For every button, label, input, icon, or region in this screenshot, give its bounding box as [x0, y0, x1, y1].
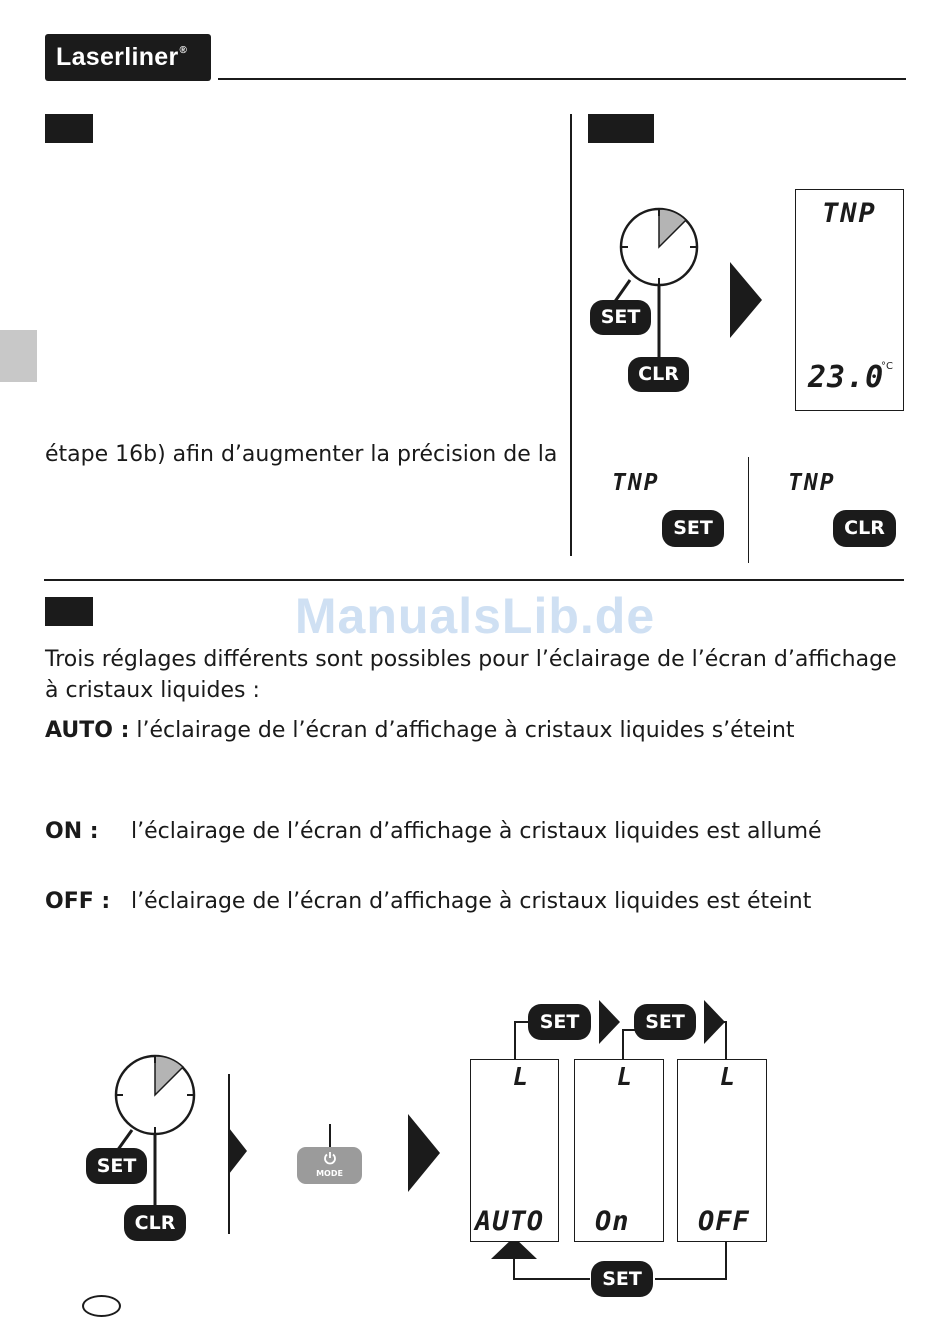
option-off-term: OFF :: [45, 889, 111, 914]
brand-name: Laserliner: [56, 43, 179, 71]
mini-display-label-left: TNP: [612, 470, 660, 496]
mode-button-stem: [329, 1124, 331, 1148]
section-3-tag: [45, 597, 93, 626]
header-rule: [218, 78, 906, 80]
arrow-right-icon-2: [229, 1128, 249, 1174]
lcd-display: [795, 189, 904, 411]
lcd-on: [574, 1059, 664, 1242]
cycle-set-key-2: SET: [634, 1004, 696, 1040]
lcd-on-value: On: [595, 1206, 630, 1237]
option-auto-term: AUTO :: [45, 718, 130, 743]
option-off-desc: l’éclairage de l’écran d’affichage à cristaux liquides est éteint: [131, 889, 812, 914]
set-key: SET: [590, 300, 651, 335]
option-auto: [45, 715, 795, 746]
language-code-oval: [82, 1295, 121, 1317]
lcd-off-value: OFF: [698, 1206, 750, 1237]
power-icon: [323, 1151, 337, 1165]
diagram-clr-key: CLR: [124, 1205, 186, 1241]
intro-line-2: à cristaux liquides :: [45, 678, 260, 703]
cycle-set-key-1: SET: [528, 1004, 591, 1040]
option-on-term: ON :: [45, 819, 99, 844]
section-2-tag: [588, 114, 654, 143]
registered-mark: ®: [179, 45, 188, 56]
cycle-set-key-3: SET: [591, 1261, 653, 1297]
lcd-off: [677, 1059, 767, 1242]
lcd-auto: [470, 1059, 559, 1242]
mini-divider: [748, 457, 749, 563]
section-rule: [44, 579, 904, 581]
mode-button-label: MODE: [316, 1169, 343, 1178]
section-1-text: étape 16b) afin d’augmenter la précision de la: [45, 442, 558, 467]
mini-display-label-right: TNP: [788, 470, 836, 496]
language-side-tab: [0, 330, 37, 382]
section-1-tag: [45, 114, 93, 143]
lcd-off-symbol: L: [720, 1062, 738, 1091]
lcd-on-symbol: L: [617, 1062, 635, 1091]
arrow-right-icon-3: [408, 1114, 442, 1192]
option-on-desc: l’éclairage de l’écran d’affichage à cristaux liquides est allumé: [131, 819, 822, 844]
lcd-value: 23.0: [808, 360, 885, 395]
clr-key: CLR: [628, 357, 689, 392]
option-auto-desc: l’éclairage de l’écran d’affichage à cristaux liquides s’éteint: [136, 718, 795, 743]
mini-set-key: SET: [662, 510, 724, 547]
column-divider: [570, 114, 572, 556]
arrow-right-icon: [730, 262, 764, 338]
intro-line-1: Trois réglages différents sont possibles pour l’éclairage de l’écran d’affichage: [45, 647, 897, 672]
brand-logo: [45, 34, 211, 81]
lcd-unit: °C: [881, 361, 893, 372]
lcd-auto-value: AUTO: [475, 1206, 545, 1237]
lcd-label: TNP: [822, 198, 877, 229]
watermark: ManualsLib.de: [294, 588, 656, 644]
diagram-set-key: SET: [86, 1148, 147, 1184]
mini-clr-key: CLR: [833, 510, 896, 547]
mode-button: [297, 1147, 362, 1184]
lcd-auto-symbol: L: [513, 1062, 531, 1091]
